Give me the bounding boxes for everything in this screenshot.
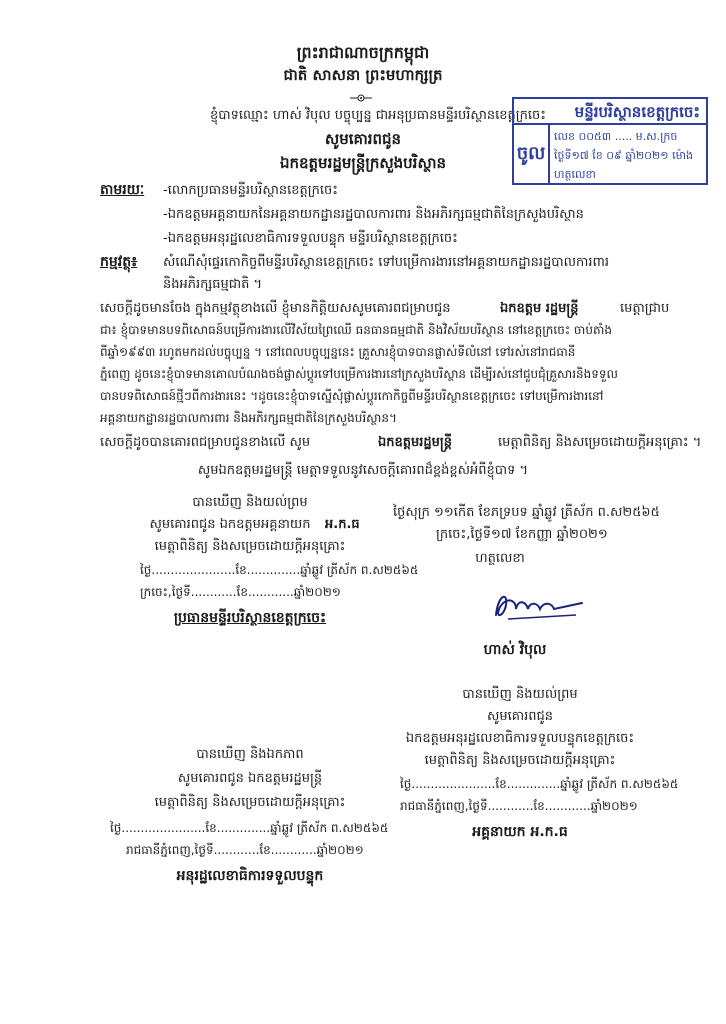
signer-name: ហាស់ វិបុល: [483, 642, 547, 658]
right-block2-title: អគ្គនាយក អ.ក.ធ: [472, 824, 568, 840]
right-block2-line: មេត្តាពិនិត្យ និងសម្រេចដោយក្តីអនុគ្រោះ: [424, 753, 616, 768]
right-block2-line: ឯកឧត្តមអនុរដ្ឋលេខាធិការទទួលបន្ទុកខេត្តក្រចេះ: [405, 731, 635, 746]
left-block-emphasis: អ.ក.ធ: [325, 517, 360, 532]
left-block2-approval: បានឃើញ និងឯកភាព: [196, 747, 304, 762]
right-block-date: ក្រចេះ,ថ្ងៃទី១៧ ខែកញ្ញា ឆ្នាំ២០២១: [436, 527, 608, 542]
left-block-title: ប្រធានមន្ទីរបរិស្ថានខេត្តក្រចេះ: [173, 610, 327, 626]
left-block-date: ថ្ងៃ......................ខែ..............ឆ្នាំឆ្លូវ ត្រីស័ក ព.ស២៥៦៥: [140, 563, 419, 577]
body-line: សេចក្តីដូចមានចែង ក្នុងកម្មវត្ថុខាងលើ ខ្ញុំមានកិត្តិយសសូមគោរពជម្រាបជូន: [100, 301, 451, 316]
left-block2-line: មេត្តាពិនិត្យ និងសម្រេចដោយក្តីអនុគ្រោះ: [154, 795, 346, 810]
kingdom-title: ព្រះរាជាណាចក្រកម្ពុជា: [296, 43, 430, 62]
subject-line: សំណើសុំផ្ទេរកោកិច្ចពីមន្ទីរបរិស្ថានខេត្តក្រចេះ ទៅបម្រើការងារនៅអគ្គនាយកដ្ឋានរដ្ឋបាលការពារ: [163, 255, 610, 270]
right-block2-approval: បានឃើញ និងយល់ព្រម: [462, 687, 578, 702]
stamp-side-label: ចូល: [514, 125, 550, 183]
right-block2-date: ថ្ងៃ......................ខែ..............ឆ្នាំឆ្លូវ ត្រីស័ក ព.ស២៥៦៥: [400, 777, 679, 791]
left-block-line: សូមគោរពជូន ឯកឧត្តមអគ្គនាយក: [149, 517, 311, 532]
body-line: អគ្គនាយកដ្ឋានរដ្ឋបាលការពារ និងអភិរក្សធម្មជាតិនៃក្រសួងបរិស្ថាន។: [100, 411, 397, 425]
body-line: បានបទពិសោធន៍ថ្មីៗពីការងារនេះ ។ដូចនេះខ្ញុំបាទស្នើសុំផ្លាស់ប្តូរកោកិច្ចពីមន្ទីរបរិស្ថានខេត្តក្រចេះ ទៅបម្រើការងារនៅ: [100, 389, 604, 403]
stamp-signature-label: ហត្ថលេខា: [554, 168, 596, 181]
ornament-icon: [350, 92, 372, 104]
subject-line: និងអភិរក្សធម្មជាតិ ។: [163, 277, 263, 292]
stamp-number: លេខ ០០៥៣ ..... ម.ស.ក្រច: [554, 130, 678, 143]
received-stamp: [512, 97, 708, 185]
sender-line: ខ្ញុំបាទឈ្មោះ ហាស់ វិបុល បច្ចុប្បន្ន ជាអនុប្រធានមន្ទីរបរិស្ថានខេត្តក្រចេះ: [210, 108, 547, 123]
body-line: ពីឆ្នាំ១៩៩៣ រហូតមកដល់បច្ចុប្បន្ន ។ នៅពេលបច្ចុប្បន្ននេះ គ្រួសារខ្ញុំបាទបានផ្លាស់ទីលំនៅ ទៅរស់នៅរាជធានី: [100, 345, 576, 359]
body-line: មេត្តាជ្រាប: [620, 301, 670, 316]
body-line: ភ្នំពេញ ដូចនេះខ្ញុំបាទមានគោលបំណងចង់ផ្លាស់ប្តូរទៅបម្រើការងារនៅក្រសួងបរិស្ថាន ដើម្បីរស់នៅជួបជុំគ្រួសារនិងទទួល: [100, 367, 618, 381]
left-block-date: ក្រចេះ,ថ្ងៃទី............ខែ............ឆ្នាំ២០២១: [140, 585, 341, 599]
left-block2-date: ថ្ងៃ......................ខែ..............ឆ្នាំឆ្លូវ ត្រីស័ក ព.ស២៥៦៥: [110, 821, 389, 835]
right-block-signature-label: ហត្ថលេខា: [475, 551, 525, 566]
right-block2-line: សូមគោរពជូន: [486, 709, 553, 724]
left-block2-line: សូមគោរពជូន ឯកឧត្តមរដ្ឋមន្ត្រី: [177, 771, 323, 786]
via-item: -ឯកឧត្តមអគ្គនាយកនៃអគ្គនាយកដ្ឋានរដ្ឋបាលការពារ និងអភិរក្សធម្មជាតិនៃក្រសួងបរិស្ថាន: [163, 207, 584, 222]
national-motto: ជាតិ សាសនា ព្រះមហាក្សត្រ: [283, 66, 443, 84]
right-block2-date: រាជធានីភ្នំពេញ,ថ្ងៃទី............ខែ............ឆ្នាំ២០២១: [400, 799, 638, 813]
recipient-title: ឯកឧត្តមរដ្ឋមន្ត្រីក្រសួងបរិស្ថាន: [279, 154, 447, 172]
closing-emphasis: ឯកឧត្តមរដ្ឋមន្ត្រី: [378, 435, 453, 450]
left-block-approval: បានឃើញ និងយល់ព្រម: [192, 495, 308, 510]
respect-line: សូមគោរពជូន: [324, 130, 402, 148]
body-emphasis: ឯកឧត្តម រដ្ឋមន្ត្រី: [500, 301, 579, 316]
stamp-date: ថ្ងៃទី១៧ ខែ ០៩ ឆ្នាំ២០២១ ម៉ោង: [554, 149, 694, 162]
left-block-line: មេត្តាពិនិត្យ និងសម្រេចដោយក្តីអនុគ្រោះ: [154, 539, 346, 554]
signature-icon: [486, 585, 586, 625]
left-block2-date: រាជធានីភ្នំពេញ,ថ្ងៃទី............ខែ............ឆ្នាំ២០២១: [126, 843, 364, 857]
via-label: តាមរយៈ: [100, 182, 145, 198]
right-block-date: ថ្ងៃសុក្រ ១១កើត ខែភទ្របទ ឆ្នាំឆ្លូវ ត្រីស័ក ព.ស២៥៦៥: [393, 505, 660, 520]
stamp-title: មន្ទីរបរិស្ថានខេត្តក្រចេះ: [514, 99, 706, 125]
subject-label: កម្មវត្ថុ៖: [100, 254, 138, 270]
closing-line: មេត្តាពិនិត្យ និងសម្រេចដោយក្តីអនុគ្រោះ ។: [498, 435, 702, 450]
left-block2-title: អនុរដ្ឋលេខាធិការទទួលបន្ទុក: [176, 868, 324, 884]
body-line: ជា៖ ខ្ញុំបាទមានបទពិសោធន៍បម្រើការងារលើវិស័យព្រៃឈើ ធនធានធម្មជាតិ និងវិស័យបរិស្ថាន នៅខេត្តក្រចេះ ចាប់តាំង: [100, 323, 613, 337]
closing-line: សេចក្តីដូចបានគោរពជម្រាបជូនខាងលើ សូម: [100, 435, 311, 450]
final-greeting: សូមឯកឧត្តមរដ្ឋមន្ត្រី មេត្តាទទួលនូវសេចក្តីគោរពដ៏ខ្ពង់ខ្ពស់អំពីខ្ញុំបាទ ។: [197, 463, 529, 478]
via-item: -លោកប្រធានមន្ទីរបរិស្ថានខេត្តក្រចេះ: [163, 183, 338, 198]
via-item: -ឯកឧត្តមអនុរដ្ឋលេខាធិការទទួលបន្ទុក មន្ទីរបរិស្ថានខេត្តក្រចេះ: [163, 231, 458, 246]
